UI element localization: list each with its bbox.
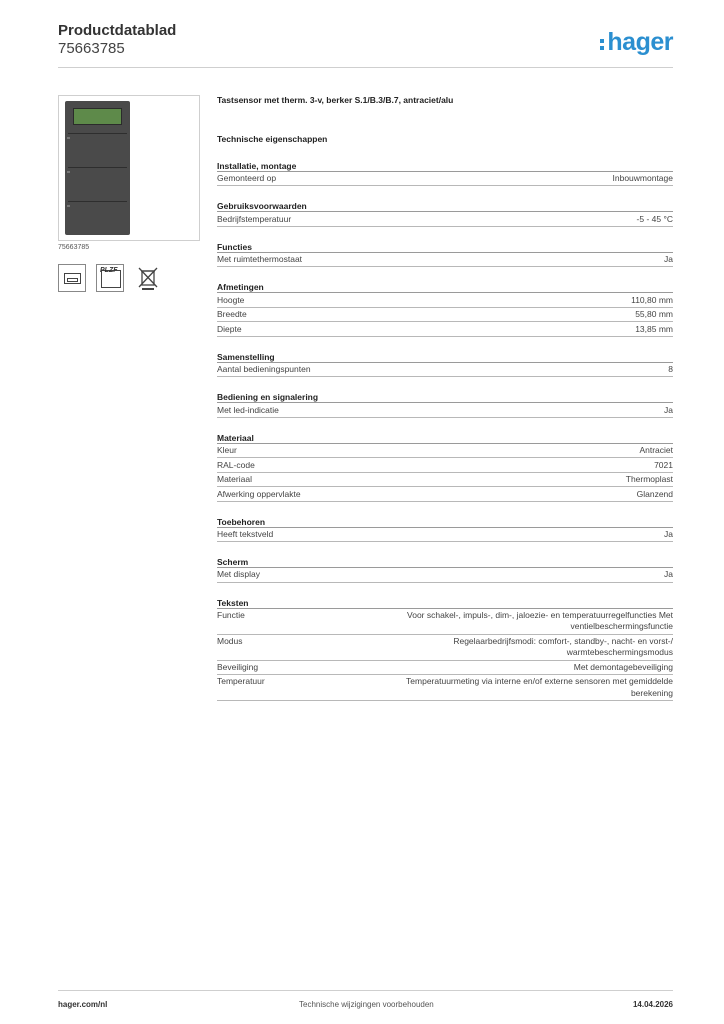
spec-group [217, 201, 673, 226]
spec-row [217, 528, 673, 542]
spec-group-title: Scherm [217, 557, 673, 568]
weee-crossed-bin-icon [134, 264, 162, 292]
spec-group-title: Gebruiksvoorwaarden [217, 201, 673, 212]
spec-label: Diepte [217, 323, 242, 334]
logo-dots-icon [600, 39, 604, 50]
spec-label: Met display [217, 569, 260, 580]
spec-value: Antraciet [639, 445, 673, 456]
spec-value: Regelaarbedrijfsmodi: comfort-, standby-, nacht- en vorst-/ warmtebeschermingsmodus [453, 635, 673, 658]
spec-label: Afwerking oppervlakte [217, 488, 301, 499]
spec-value: Temperatuurmeting via interne en/of externe sensoren met gemiddelde berekening [406, 676, 673, 698]
section-title: Technische eigenschappen [217, 134, 328, 144]
spec-row [217, 322, 673, 336]
spec-value: Ja [664, 404, 673, 415]
page-header [58, 22, 673, 68]
spec-group [217, 433, 673, 502]
spec-group-title: Installatie, montage [217, 161, 673, 172]
spec-label: Functie [217, 609, 245, 620]
spec-group [217, 517, 673, 542]
spec-row [217, 363, 673, 377]
spec-group-title: Bediening en signalering [217, 392, 673, 403]
spec-groups [217, 161, 673, 701]
spec-group-title: Afmetingen [217, 282, 673, 293]
spec-group-title: Toebehoren [217, 517, 673, 528]
spec-group [217, 598, 673, 701]
spec-value: 7021 [654, 459, 673, 470]
spec-value: Inbouwmontage [612, 173, 673, 184]
spec-value: -5 - 45 °C [636, 213, 673, 224]
spec-value: Glanzend [636, 488, 673, 499]
spec-label: Hoogte [217, 294, 245, 305]
hager-logo[interactable] [607, 28, 673, 57]
spec-value: Voor schakel-, impuls-, dim-, jaloezie- en temperatuurregelfuncties Met ventielbeschermingsfunctie [407, 609, 673, 632]
spec-label: Kleur [217, 445, 237, 456]
spec-row [217, 293, 673, 307]
spec-group-title: Functies [217, 242, 673, 253]
spec-value: Thermoplast [625, 474, 673, 485]
spec-label: Modus [217, 635, 243, 646]
footer-date: 14.04.2026 [632, 1000, 673, 1009]
spec-group [217, 242, 673, 267]
wall-mount-icon [58, 264, 86, 292]
image-caption: 75663785 [58, 244, 90, 251]
spec-value: Ja [664, 529, 673, 539]
spec-row [217, 568, 673, 582]
spec-label: Gemonteerd op [217, 173, 277, 184]
spec-label: Beveiliging [217, 661, 259, 672]
spec-group [217, 352, 673, 377]
spec-group-title: Teksten [217, 598, 673, 609]
device-illustration [65, 101, 130, 235]
spec-group-title: Samenstelling [217, 352, 673, 363]
spec-group [217, 557, 673, 582]
spec-label: Bedrijfstemperatuur [217, 213, 292, 224]
spec-row [217, 444, 673, 458]
logo-text: hager [607, 28, 673, 56]
spec-group [217, 161, 673, 186]
spec-label: RAL-code [217, 459, 255, 470]
page-footer [58, 990, 673, 1012]
device-display [73, 108, 122, 125]
spec-group [217, 392, 673, 417]
document-title: Productdatablad [58, 22, 177, 39]
spec-label: Met led-indicatie [217, 404, 279, 415]
product-image [58, 95, 200, 241]
spec-value: 55,80 mm [635, 309, 673, 320]
spec-row [217, 473, 673, 487]
spec-value: Ja [664, 254, 673, 265]
spec-row [217, 609, 673, 635]
spec-label: Met ruimtethermostaat [217, 254, 303, 265]
spec-row [217, 675, 673, 701]
label-field-icon: PLZF [96, 264, 124, 292]
spec-content [217, 95, 673, 701]
product-title: Tastsensor met therm. 3-v, berker S.1/B.3/B.7, antraciet/alu [217, 95, 454, 105]
footer-disclaimer: Technische wijzigingen voorbehouden [299, 1000, 434, 1009]
spec-row [217, 661, 673, 675]
spec-row [217, 253, 673, 267]
spec-row [217, 308, 673, 322]
spec-label: Materiaal [217, 474, 252, 485]
spec-value: Met demontagebeveiliging [573, 661, 673, 672]
spec-group [217, 282, 673, 336]
spec-value: 8 [668, 364, 673, 375]
spec-row [217, 487, 673, 501]
spec-row [217, 212, 673, 226]
spec-group-title: Materiaal [217, 433, 673, 444]
spec-row [217, 635, 673, 661]
spec-label: Aantal bedieningspunten [217, 364, 311, 375]
footer-link[interactable]: hager.com/nl [58, 1000, 108, 1009]
spec-value: Ja [664, 569, 673, 580]
spec-label: Temperatuur [217, 676, 265, 687]
spec-row [217, 172, 673, 186]
spec-label: Breedte [217, 309, 247, 320]
spec-row [217, 458, 673, 472]
spec-label: Heeft tekstveld [217, 529, 274, 539]
spec-value: 13,85 mm [635, 323, 673, 334]
spec-value: 110,80 mm [631, 294, 673, 305]
spec-row [217, 403, 673, 417]
document-number: 75663785 [58, 40, 125, 57]
